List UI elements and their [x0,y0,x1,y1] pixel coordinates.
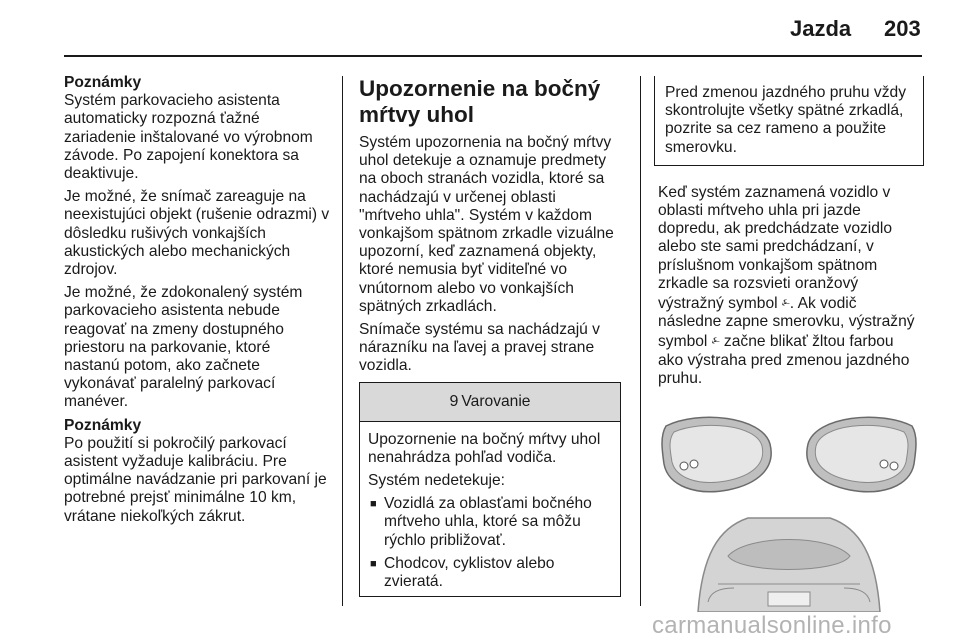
column-separator-2 [640,76,641,606]
warning-title: Varovanie [461,392,531,410]
note-text: Po použití si pokročilý parkovací asistent vyžaduje kalibráciu. Pre optimálne navádzanie pri parkovaní je potrebné prejsť minimálne 10 km, vrátane niekoľkých zákrut. [64,434,327,525]
warning-body [360,422,620,592]
header-title: Jazda [790,16,852,41]
blind-spot-warning-icon: ⍼ [711,335,720,346]
warning-text: Upozornenie na bočný mŕtvy uhol nenahrádza pohľad vodiča. [368,430,601,466]
column-1 [64,74,330,531]
blind-spot-warning-icon: ⍼ [781,297,790,308]
list-item-text: Chodcov, cyklistov alebo zvieratá. [384,554,555,591]
warning-box [359,382,621,598]
paragraph: Keď systém zaznamená vozidlo v oblasti mŕtveho uhla pri jazde dopredu, ak predchádzate vozidlo alebo ste sami predchádzaní, v príslušnom vonkajšom spätnom zrkadle sa rozsvieti oranžový výstražný symbol ⍼. Ak vodič následne zapne smerovku, výstražný symbol ⍼ začne blikať žltou farbou ako výstraha pred zmenou jazdného pruhu. [658,183,915,387]
bullet-square-icon: ■ [370,557,377,570]
section-title: Upozornenie na bočný mŕtvy uhol [359,76,601,127]
watermark: carmanualsonline.info [652,612,892,639]
info-box-text: Pred zmenou jazdného pruhu vždy skontrolujte všetky spätné zrkadlá, pozrite sa cez rameno a použite smerovku. [665,84,906,156]
info-box [654,76,924,166]
list-item [368,555,612,591]
column-2 [359,76,621,597]
list-item-text: Vozidlá za oblasťami bočného mŕtveho uhla, ktoré sa môžu rýchlo približovať. [384,495,592,549]
warning-text: Systém nedetekuje: [368,472,505,490]
column-3 [658,76,920,612]
paragraph: Je možné, že snímač zareaguje na neexistujúci objekt (rušenie odrazmi) v dôsledku rušivých vonkajších akustických alebo mechanických zdrojov. [64,188,330,279]
header-rule [64,55,922,57]
column-separator-1 [342,76,343,606]
car-mirrors-image [658,406,920,612]
list-item [368,495,612,550]
note-heading: Poznámky [64,74,142,91]
paragraph: Systém upozornenia na bočný mŕtvy uhol detekuje a oznamuje predmety na oboch stranách vozidla, ktoré sa nachádzajú v určenej oblasti "mŕtveho uhla". Systém v každom vonkajšom spätnom zrkadle vizuálne upozorní, keď zaznamená objekty, ktoré nemusia byť viditeľné vo vnútornom alebo vo vonkajších spätných zrkadlách. [359,134,614,315]
page-number: 203 [884,16,921,41]
warning-header [360,383,620,422]
bullet-square-icon: ■ [370,498,377,511]
note-heading: Poznámky [64,416,142,434]
paragraph: Je možné, že zdokonalený systém parkovacieho asistenta nebude reagovať na zmeny dostupného priestoru na parkovanie, ktoré nastanú potom, ako začnete vykonávať paralelný parkovací manéver. [64,284,303,411]
warning-triangle-icon: 9 [449,392,459,410]
note-text: Systém parkovacieho asistenta automaticky rozpozná ťažné zariadenie inštalované vo výrobnom závode. Po zapojení konektora sa deaktivuje. [64,92,313,183]
mirror-illustration [658,406,920,612]
paragraph: Snímače systému sa nachádzajú v nárazníku na ľavej a pravej strane vozidla. [359,321,600,375]
